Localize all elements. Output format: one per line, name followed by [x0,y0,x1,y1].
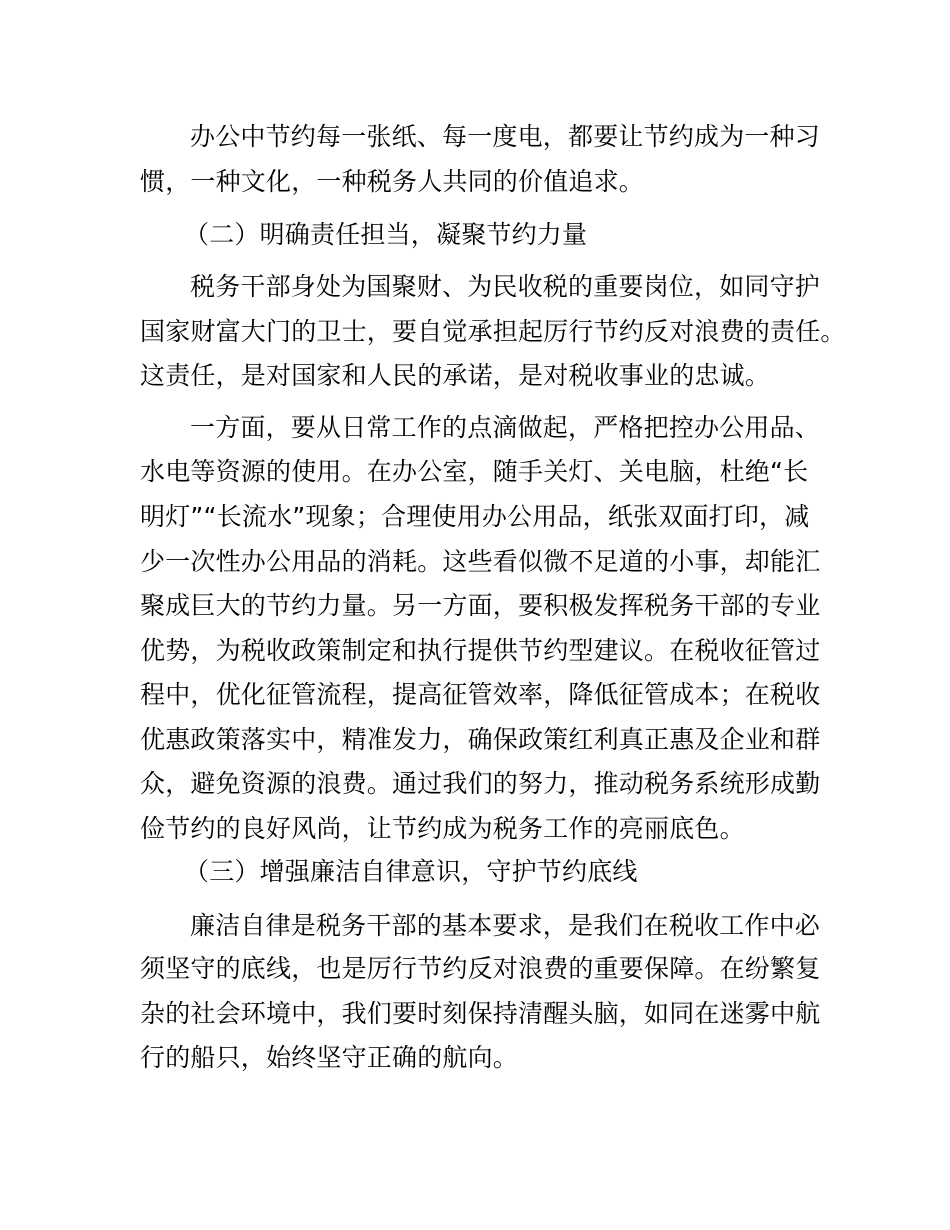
paragraph-line: 优势，为税收政策制定和执行提供节约型建议。在税收征管过 [140,636,821,665]
paragraph-line: 聚成巨大的节约力量。另一方面，要积极发挥税务干部的专业 [140,591,821,620]
paragraph-line: 优惠政策落实中，精准发力，确保政策红利真正惠及企业和群 [140,725,821,754]
paragraph-line: 税务干部身处为国聚财、为民收税的重要岗位，如同守护 [190,272,821,301]
paragraph-line: 这责任，是对国家和人民的承诺，是对税收事业的忠诚。 [140,361,771,390]
paragraph-line: 国家财富大门的卫士，要自觉承担起厉行节约反对浪费的责任。 [140,317,846,346]
paragraph-line: 众，避免资源的浪费。通过我们的努力，推动税务系统形成勤 [140,769,821,798]
paragraph-line: 杂的社会环境中，我们要时刻保持清醒头脑，如同在迷雾中航 [140,999,821,1028]
paragraph-line: 惯，一种文化，一种税务人共同的价值追求。 [140,167,645,196]
paragraph-line: 少一次性办公用品的消耗。这些看似微不足道的小事，却能汇 [140,547,821,576]
paragraph-line: 程中，优化征管流程，提高征管效率，降低征管成本；在税收 [140,680,821,709]
paragraph-line: 一方面，要从日常工作的点滴做起，严格把控办公用品、 [190,413,821,442]
paragraph-line: 行的船只，始终坚守正确的航向。 [140,1043,519,1072]
paragraph-line: 须坚守的底线，也是厉行节约反对浪费的重要保障。在纷繁复 [140,954,821,983]
paragraph-line: 廉洁自律是税务干部的基本要求，是我们在税收工作中必 [190,911,821,940]
section-heading: （三）增强廉洁自律意识，守护节约底线 [184,857,638,886]
section-heading: （二）明确责任担当，凝聚节约力量 [184,220,588,249]
paragraph-line: 明灯”“长流水”现象；合理使用办公用品，纸张双面打印，减 [140,502,810,531]
paragraph-line: 水电等资源的使用。在办公室，随手关灯、关电脑，杜绝“长 [140,457,809,486]
paragraph-line: 办公中节约每一张纸、每一度电，都要让节约成为一种习 [190,122,821,151]
paragraph-line: 俭节约的良好风尚，让节约成为税务工作的亮丽底色。 [140,814,745,843]
